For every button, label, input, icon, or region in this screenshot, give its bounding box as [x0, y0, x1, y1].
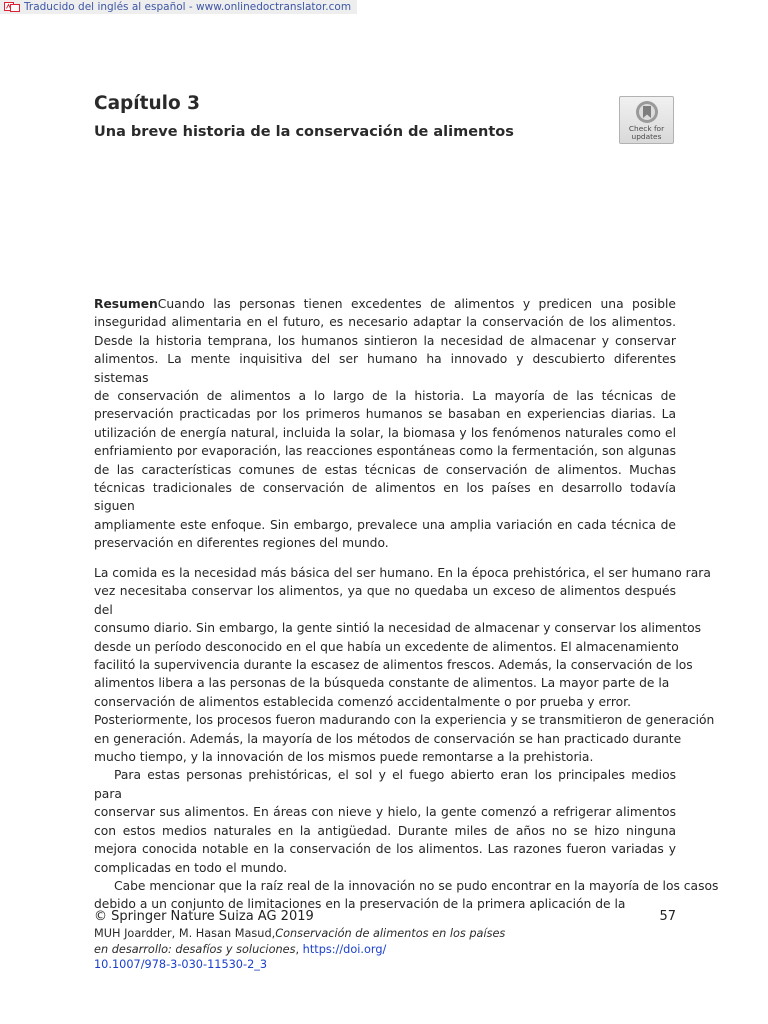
body-line: mucho tiempo, y la innovación de los mismos puede remontarse a la prehistoria.	[94, 750, 594, 765]
body-line: consumo diario. Sin embargo, la gente sintió la necesidad de almacenar y conservar los alimentos	[94, 621, 702, 636]
bookmark-icon	[635, 100, 659, 124]
abstract-paragraph	[94, 295, 676, 553]
body-line: Posteriormente, los procesos fueron madurando con la experiencia y se transmitieron de generación	[94, 713, 715, 728]
abstract-line: preservación en diferentes regiones del mundo.	[94, 536, 389, 551]
body-line: con estos medios naturales en la antigüedad. Durante miles de años no se hizo ninguna	[94, 823, 676, 838]
citation-book-title: Conservación de alimentos en los países	[275, 927, 506, 940]
abstract-line: de las características comunes de estas técnicas de conservación de alimentos. Muchas	[94, 462, 676, 477]
abstract-label: Resumen	[94, 297, 158, 311]
abstract-line: ampliamente este enfoque. Sin embargo, prevalece una amplia variación en cada técnica de	[94, 517, 676, 532]
citation-authors: MUH Joardder, M. Hasan Masud,	[94, 927, 276, 940]
abstract-line: inseguridad alimentaria en el futuro, es necesario adaptar la conservación de los alimentos.	[94, 315, 676, 330]
abstract-line: Desde la historia temprana, los humanos sintieron la necesidad de almacenar y conservar	[94, 333, 676, 348]
body-line: mejora conocida notable en la conservación de los alimentos. Las razones fueron variadas y	[94, 842, 676, 857]
abstract-line: alimentos. La mente inquisitiva del ser humano ha innovado y descubierto diferentes sistemas	[94, 352, 676, 385]
page-number: 57	[659, 909, 676, 924]
body-line: alimentos libera a las personas de la búsqueda constante de alimentos. La mayor parte de la	[94, 676, 670, 691]
abstract-first-text: Cuando las personas tienen excedentes de alimentos y predicen una posible	[157, 297, 676, 311]
abstract-line: utilización de energía natural, incluida la solar, la biomasa y los fenómenos naturales como el	[94, 425, 676, 440]
body-line: vez necesitaba conservar los alimentos, ya que no quedaba un exceso de alimentos después del	[94, 584, 676, 617]
abstract-line: técnicas tradicionales de conservación de alimentos en los países en desarrollo todavía siguen	[94, 481, 676, 514]
copyright-notice: © Springer Nature Suiza AG 2019	[94, 909, 314, 924]
body-line: debido a un conjunto de limitaciones en la preservación de la primera aplicación de la	[94, 897, 626, 912]
body-line: complicadas en todo el mundo.	[94, 860, 288, 875]
body-line: conservar sus alimentos. En áreas con nieve y hielo, la gente comenzó a refrigerar alimentos	[94, 805, 676, 820]
abstract-line	[94, 295, 676, 313]
body-line: desde un período desconocido en el que había un excedente de alimentos. El almacenamiento	[94, 639, 679, 654]
translator-banner[interactable]	[0, 0, 357, 14]
abstract-line: de conservación de alimentos a lo largo de la historia. La mayoría de las técnicas de	[94, 389, 676, 404]
doi-link-part-1[interactable]: https://doi.org/	[302, 942, 387, 956]
translate-icon	[4, 2, 20, 12]
body-line: facilitó la supervivencia durante la escasez de alimentos frescos. Además, la conservación de los	[94, 658, 693, 673]
check-for-updates-badge[interactable]	[619, 96, 674, 144]
body-line: conservación de alimentos establecida comenzó accidentalmente o por prueba y error.	[94, 694, 631, 709]
abstract-line: enfriamiento por evaporación, las reacciones espontáneas como la fermentación, son algunas	[94, 444, 676, 459]
body-line: Cabe mencionar que la raíz real de la innovación no se pudo encontrar en la mayoría de los casos	[114, 878, 719, 893]
abstract-line: preservación practicadas por los primeros humanos se basaban en experiencias diarias. La	[94, 407, 676, 422]
citation	[94, 926, 505, 973]
banner-text: Traducido del inglés al español - www.onlinedoctranslator.com	[24, 1, 352, 13]
doi-link-part-2[interactable]: 10.1007/978-3-030-11530-2_3	[94, 958, 268, 971]
body-line: La comida es la necesidad más básica del ser humano. En la época prehistórica, el ser humano rara	[94, 566, 711, 580]
badge-line-2: updates	[631, 132, 662, 142]
body-line: Para estas personas prehistóricas, el sol y el fuego abierto eran los principales medios para	[94, 768, 676, 801]
citation-book-subtitle: en desarrollo: desafíos y soluciones	[94, 942, 296, 956]
badge-line-1: Check for	[628, 124, 665, 133]
body-line: en generación. Además, la mayoría de los métodos de conservación se han practicado durante	[94, 731, 682, 746]
chapter-heading: Capítulo 3	[94, 93, 201, 114]
citation-separator: ,	[295, 942, 303, 956]
body-text	[94, 564, 719, 914]
chapter-title: Una breve historia de la conservación de alimentos	[94, 124, 514, 140]
